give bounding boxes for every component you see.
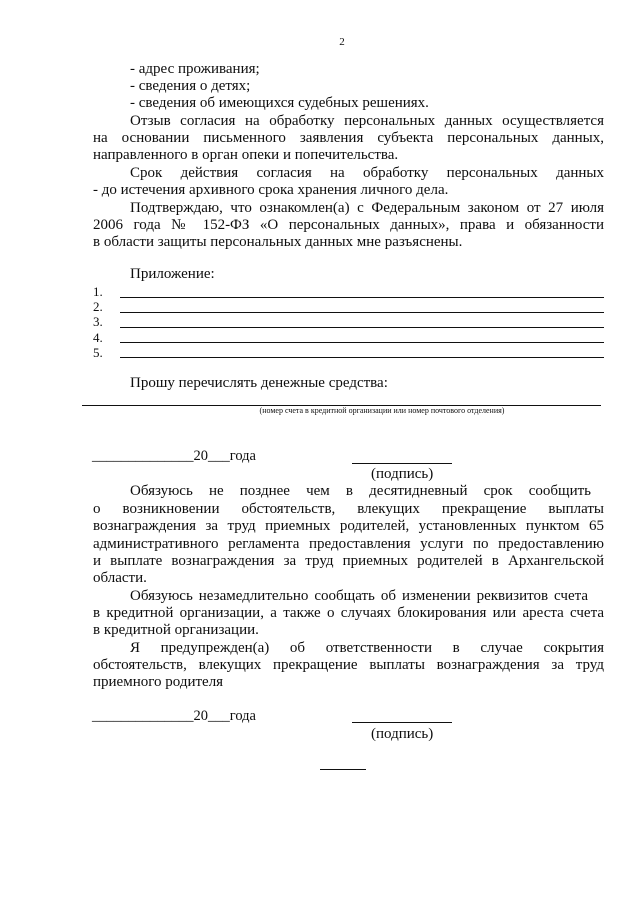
attachment-number: 1. <box>93 284 103 299</box>
paragraph-line: в кредитной организации, а также о случаях блокирования или ареста счета <box>93 605 604 621</box>
attachment-blank-line <box>120 312 604 313</box>
page-number: 2 <box>339 36 345 48</box>
attachment-number: 4. <box>93 330 103 345</box>
paragraph-line: Обязуюсь не позднее чем в десятидневный срок сообщить <box>130 483 591 499</box>
paragraph-line: Обязуюсь незамедлительно сообщать об изменении реквизитов счета <box>130 588 588 604</box>
payment-label: Прошу перечислять денежные средства: <box>130 375 388 391</box>
paragraph-line: направленного в орган опеки и попечительства. <box>93 147 399 163</box>
attachment-blank-line <box>120 357 604 358</box>
paragraph-line: Срок действия согласия на обработку персональных данных <box>130 165 604 181</box>
paragraph-line: приемного родителя <box>93 674 224 690</box>
attachment-blank-line <box>120 297 604 298</box>
paragraph-line: и выплате вознаграждения за труд приемных родителей в Архангельской <box>93 553 604 569</box>
paragraph-line: Я предупрежден(а) об ответственности в случае сокрытия <box>130 640 604 656</box>
paragraph-line: административного регламента предоставления услуги по предоставлению <box>93 536 604 552</box>
paragraph-line: Отзыв согласия на обработку персональных данных осуществляется <box>130 113 604 129</box>
attachment-label: Приложение: <box>130 266 215 282</box>
paragraph-line: 2006 года № 152-ФЗ «О персональных данных», права и обязанности <box>93 217 604 233</box>
list-item: - сведения о детях; <box>130 78 251 94</box>
attachment-number: 2. <box>93 299 103 314</box>
paragraph-line: Подтверждаю, что ознакомлен(а) с Федеральным законом от 27 июля <box>130 200 604 216</box>
signature-label: (подпись) <box>371 466 434 482</box>
signature-blank-line <box>352 463 452 464</box>
attachment-number: 5. <box>93 345 103 360</box>
attachment-number: 3. <box>93 314 103 329</box>
paragraph-line: обстоятельств, влекущих прекращение выплаты вознаграждения за труд <box>93 657 604 673</box>
signature-blank-line <box>352 722 452 723</box>
list-item: - сведения об имеющихся судебных решениях. <box>130 95 429 111</box>
date-line: ______________20___года <box>92 708 256 724</box>
paragraph-line: о возникновении обстоятельств, влекущих прекращение выплаты <box>93 501 604 517</box>
paragraph-line: на основании письменного заявления субъекта персональных данных, <box>93 130 604 146</box>
paragraph-line: в области защиты персональных данных мне разъяснены. <box>93 234 463 250</box>
signature-label: (подпись) <box>371 726 434 742</box>
date-line: ______________20___года <box>92 448 256 464</box>
end-separator-line <box>320 769 366 770</box>
attachment-blank-line <box>120 327 604 328</box>
attachment-blank-line <box>120 342 604 343</box>
paragraph-line: в кредитной организации. <box>93 622 259 638</box>
paragraph-line: вознаграждения за труд приемных родителей, установленных пунктом 65 <box>93 518 604 534</box>
paragraph-line: - до истечения архивного срока хранения личного дела. <box>93 182 449 198</box>
list-item: - адрес проживания; <box>130 61 260 77</box>
paragraph-line: области. <box>93 570 147 586</box>
account-caption: (номер счета в кредитной организации или номер почтового отделения) <box>259 406 505 415</box>
